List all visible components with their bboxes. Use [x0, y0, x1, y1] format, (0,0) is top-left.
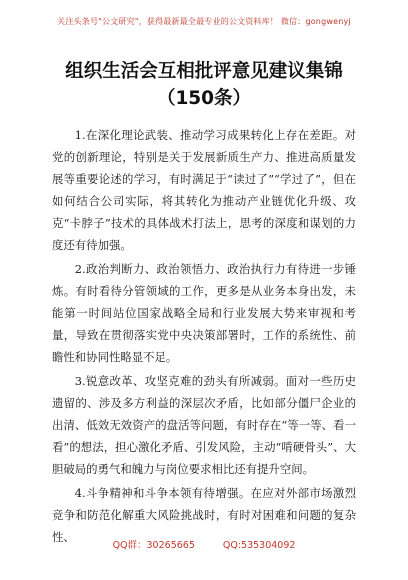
- paragraph-3: 3.锐意改革、攻坚克难的劲头有所减弱。面对一些历史遗留的、涉及多方利益的深层次矛盾，比如部分僵尸企业的出清、低效无效资产的盘活等问题，有时存在“等一等、看一看”的想法，担心激化矛盾、引发风险，主动“啃硬骨头”、大胆破局的勇气和魄力与岗位要求相比还有提升空间。: [52, 374, 356, 476]
- document-title: 组织生活会互相批评意见建议集锦（150条）: [65, 61, 343, 109]
- document-body: [52, 124, 356, 550]
- paragraph-4: 4.斗争精神和斗争本领有待增强。在应对外部市场激烈竞争和防范化解重大风险挑战时，有时对困难和问题的复杂性、: [52, 486, 356, 544]
- footer-contacts: [0, 537, 408, 551]
- footer-qq-group: QQ群：30265665: [112, 540, 195, 551]
- top-banner: 关注头条号"公文研究"，获得最新最全最专业的公文资料库！ 微信：gongwenyj: [57, 17, 351, 26]
- paragraph-2: 2.政治判断力、政治领悟力、政治执行力有待进一步锤炼。有时看待分管领域的工作，更多是从业务本身出发，未能第一时间站位国家战略全局和行业发展大势来审视和考量，导致在贯彻落实党中央决策部署时，工作的系统性、前瞻性和协同性略显不足。: [52, 262, 356, 364]
- footer-qq: QQ:535304092: [222, 540, 296, 551]
- paragraph-1: 1.在深化理论武装、推动学习成果转化上存在差距。对党的创新理论，特别是关于发展新质生产力、推进高质量发展等重要论述的学习，有时满足于“读过了”“学过了”，但在如何结合公司实际，将其转化为推动产业链优化升级、攻克“卡脖子”技术的具体战术打法上，思考的深度和谋划的力度还有待加强。: [52, 128, 356, 252]
